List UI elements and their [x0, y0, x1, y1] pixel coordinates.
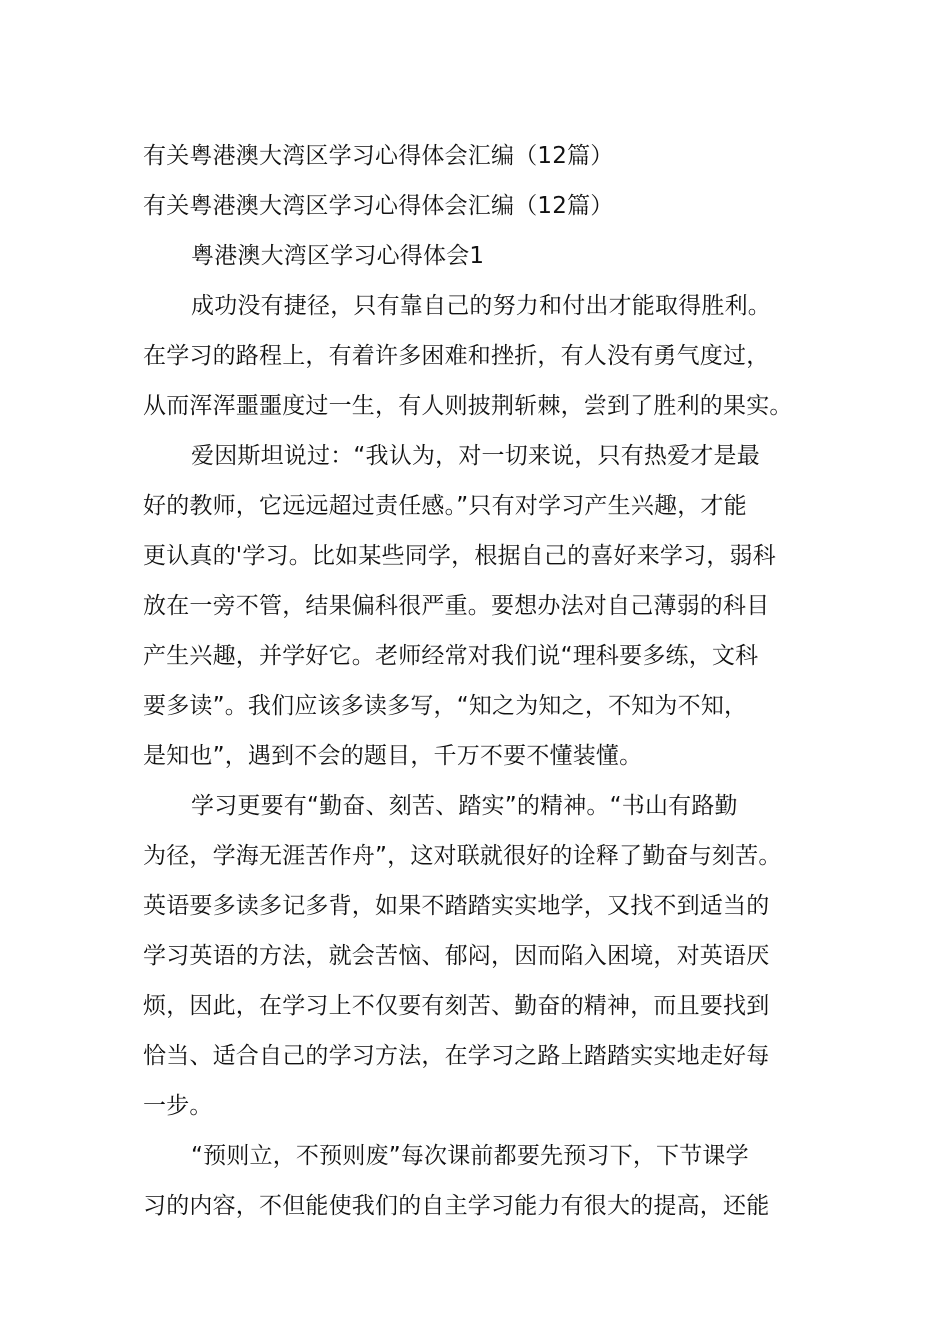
- text-line: 学习英语的方法，就会苦恼、郁闷，因而陷入困境，对英语厌: [143, 943, 770, 969]
- text-line: 产生兴趣，并学好它。老师经常对我们说“理科要多练，文科: [143, 643, 759, 669]
- text-line: 要多读”。我们应该多读多写，“知之为知之，不知为不知，: [143, 693, 748, 719]
- text-line: 爱因斯坦说过：“我认为，对一切来说，只有热爱才是最: [191, 443, 760, 469]
- document-title: 有关粤港澳大湾区学习心得体会汇编（12篇）: [143, 143, 614, 169]
- text-line: 英语要多读多记多背，如果不踏踏实实地学，又找不到适当的: [143, 893, 770, 919]
- paragraph-2: [143, 431, 823, 781]
- text-line: 一步。: [143, 1093, 213, 1119]
- document-page: [143, 131, 823, 1231]
- section-heading: 粤港澳大湾区学习心得体会1: [191, 243, 485, 269]
- text-line: 是知也”，遇到不会的题目，千万不要不懂装懂。: [143, 743, 643, 769]
- paragraph-3: [143, 781, 823, 1131]
- text-line: 恰当、适合自己的学习方法，在学习之路上踏踏实实地走好每: [143, 1043, 770, 1069]
- paragraph-4: [143, 1131, 823, 1231]
- text-line: 好的教师，它远远超过责任感。”只有对学习产生兴趣，才能: [143, 493, 747, 519]
- text-line: 为径，学海无涯苦作舟”，这对联就很好的诠释了勤奋与刻苦。: [143, 843, 782, 869]
- paragraph-1: [143, 281, 823, 431]
- document-title-repeat: 有关粤港澳大湾区学习心得体会汇编（12篇）: [143, 193, 614, 219]
- text-line: 更认真的'学习。比如某些同学，根据自己的喜好来学习，弱科: [143, 543, 776, 569]
- text-line: 放在一旁不管，结果偏科很严重。要想办法对自己薄弱的科目: [143, 593, 770, 619]
- text-line: “预则立，不预则废”每次课前都要先预习下，下节课学: [191, 1143, 749, 1169]
- text-line: 成功没有捷径，只有靠自己的努力和付出才能取得胜利。: [191, 293, 771, 319]
- text-line: 学习更要有“勤奋、刻苦、踏实”的精神。“书山有路勤: [191, 793, 738, 819]
- text-line: 烦，因此，在学习上不仅要有刻苦、勤奋的精神，而且要找到: [143, 993, 770, 1019]
- text-line: 在学习的路程上，有着许多困难和挫折，有人没有勇气度过，: [143, 343, 770, 369]
- text-line: 习的内容，不但能使我们的自主学习能力有很大的提高，还能: [143, 1193, 770, 1219]
- text-line: 从而浑浑噩噩度过一生，有人则披荆斩棘，尝到了胜利的果实。: [143, 393, 793, 419]
